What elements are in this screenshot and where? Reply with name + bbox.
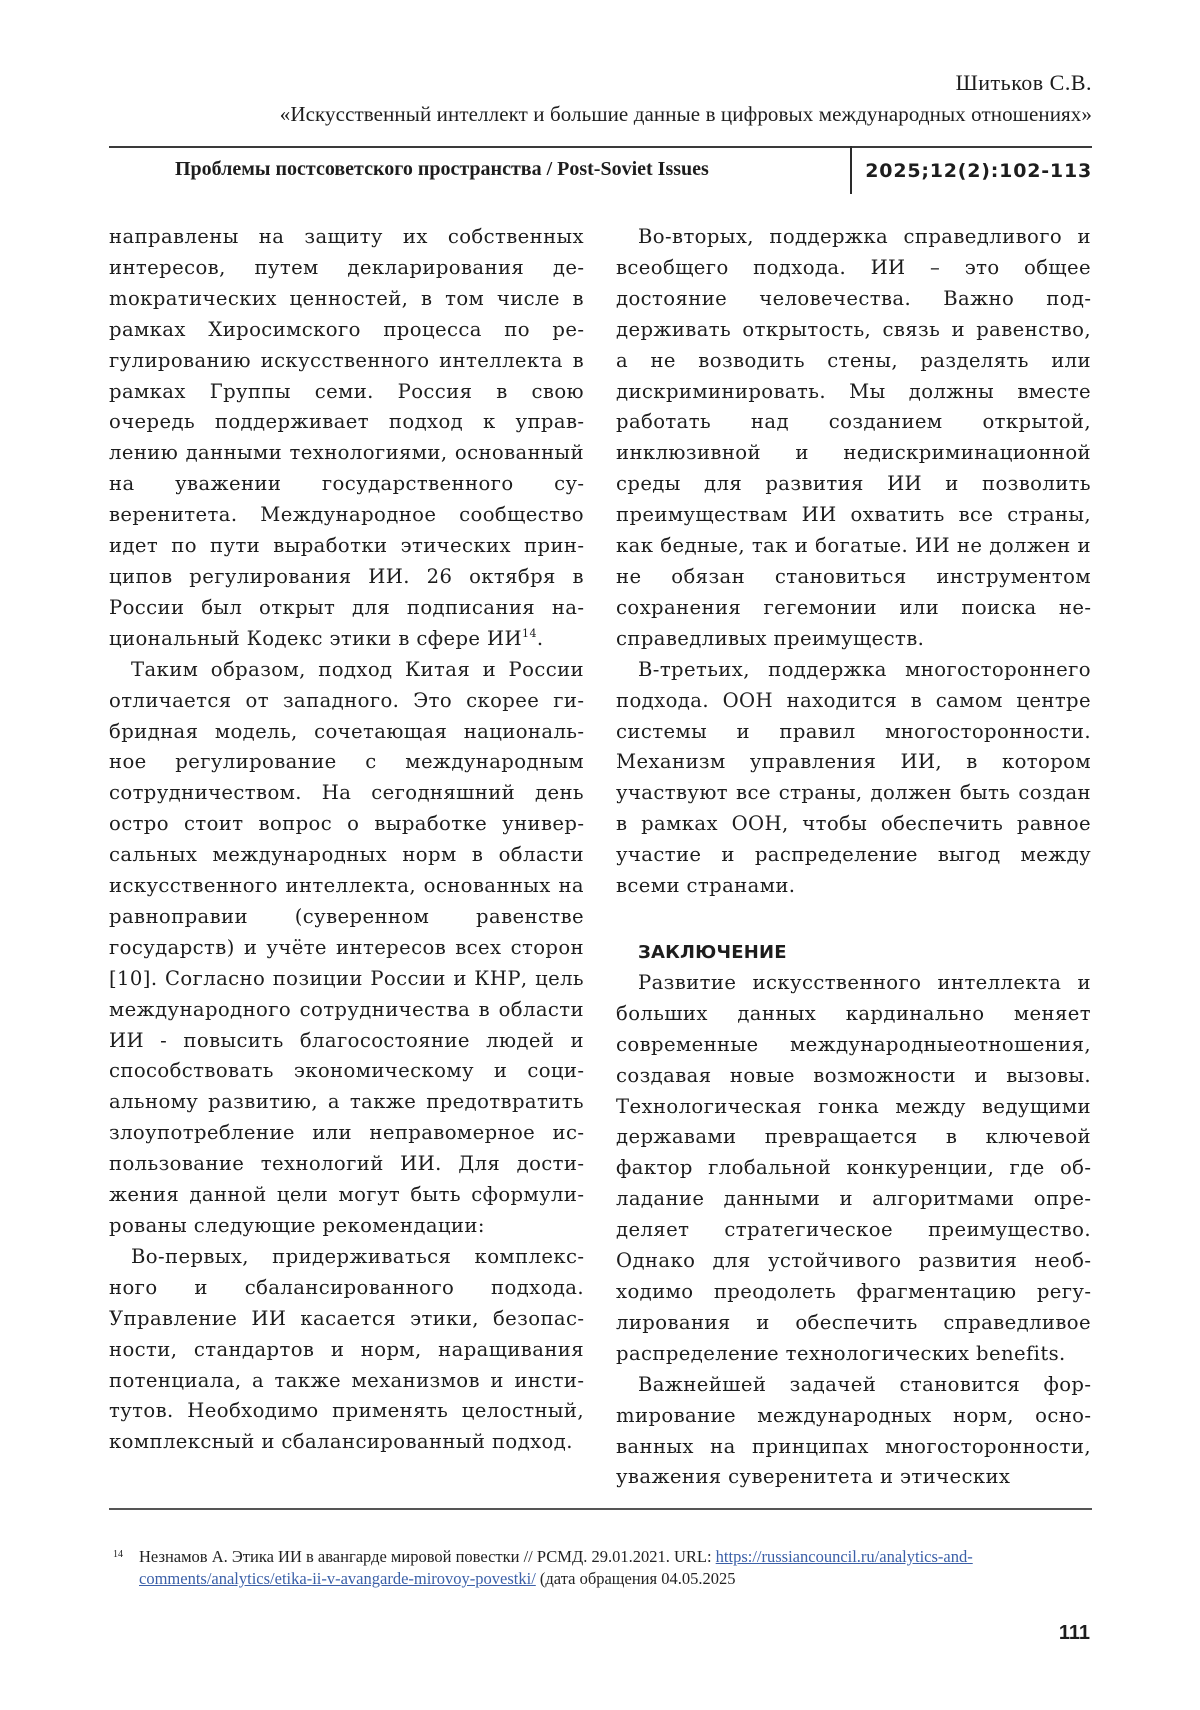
footnote-text: Незнамов А. Этика ИИ в авангарде мировой повестки // РСМД. 29.01.2021. URL: — [139, 1547, 716, 1566]
paragraph-text: направлены на защиту их собственных интересов, путем декларирования деmократических ценностей, в том числе в рамках Хиросимского процесса по регулированию искусственного интеллекта в рамках Группы семи. Россия в свою очередь поддерживает подход к управлению данными технологиями, основанный на уважении государственного суверенитета. Международное сообщество идет по пути выработки этических принципов регулирования ИИ. 26 октября в России был открыт для подписания национальный Кодекс этики в сфере ИИ — [109, 225, 584, 650]
paragraph: Таким образом, подход Китая и России отличается от западного. Это скорее гибридная модель, сочетающая национальное регулирование с международным сотрудничеством. На сегодняшний день остро стоит вопрос о выработке универсальных международных норм в области искусственного интеллекта, основанных на равноправии (суверенном равенстве государств) и учёте интересов всех сторон [10]. Согласно позиции России и КНР, цель международного сотрудничества в области ИИ - повысить благосостояние людей и способствовать экономическому и социальному развитию, а также предотвратить злоупотребление или неправомерное использование технологий ИИ. Для достижения данной цели могут быть сформулированы следующие рекомендации: — [109, 657, 584, 1237]
footnote-body — [139, 1546, 1094, 1590]
paragraph: Важнейшей задачей становится форmирование международных норм, основанных на принципах многосторонности, уважения суверенитета и этических — [616, 1372, 1091, 1489]
paragraph-text-end: . — [536, 626, 544, 650]
footnote-reference[interactable]: 14 — [522, 626, 537, 640]
footnote-number: 14 — [113, 1549, 123, 1560]
journal-title: Проблемы постсоветского пространства / Post-Soviet Issues — [175, 158, 709, 180]
paragraph: В-третьих, поддержка многостороннего подхода. ООН находится в самом центре системы и правил многосторонности. Механизм управления ИИ, в котором участвуют все страны, должен быть создан в рамках ООН, чтобы обеспечить равное участие и распределение выгод между всеми странами. — [616, 657, 1091, 898]
running-header-author: Шитьков С.В. — [955, 70, 1092, 95]
paragraph — [109, 222, 584, 655]
footnote-link[interactable]: https://russiancouncil.ru/analytics-and-comments/analytics/etika-ii-v-avangarde-mirovoy-povestki/ — [139, 1547, 973, 1588]
left-column — [109, 222, 584, 1458]
header-divider — [850, 146, 852, 194]
paragraph: Во-первых, придерживаться комплексного и сбалансированного подхода. Управление ИИ касается этики, безопасности, стандартов и норм, наращивания потенциала, а также механизмов и институтов. Необходимо применять целостный, комплексный и сбалансированный подход. — [109, 1244, 584, 1454]
section-heading: ЗАКЛЮЧЕНИЕ — [638, 941, 787, 963]
header-top-rule — [109, 146, 1092, 148]
right-column — [616, 222, 1091, 1493]
page-number: 111 — [1058, 1622, 1090, 1644]
paragraph: Развитие искусственного интеллекта и больших данных кардинально меняет современные международныеотношения, создавая новые возможности и вызовы. Технологическая гонка между ведущими державами превращается в ключевой фактор глобальной конкуренции, где обладание данными и алгоритмами определяет стратегическое преимущество. Однако для устойчивого развития необходимо преодолеть фрагментацию регулирования и обеспечить справедливое распределение технологических benefits. — [616, 970, 1091, 1365]
issue-info: 2025;12(2):102-113 — [865, 160, 1092, 182]
paragraph: Во-вторых, поддержка справедливого и всеобщего подхода. ИИ – это общее достояние человечества. Важно поддерживать открытость, связь и равенство, а не возводить стены, разделять или дискриминировать. Мы должны вместе работать над созданием открытой, инклюзивной и недискриминационной среды для развития ИИ и позволить преимуществам ИИ охватить все страны, как бедные, так и богатые. ИИ не должен и не обязан становиться инструментом сохранения гегемонии или поиска несправедливых преимуществ. — [616, 225, 1091, 650]
running-header-article-title: «Искусственный интеллект и большие данные в цифровых международных отношениях» — [279, 102, 1092, 126]
footnote-access-date: (дата обращения 04.05.2025 — [535, 1569, 736, 1588]
footnote — [109, 1546, 1094, 1590]
footnote-separator-rule — [109, 1508, 1092, 1510]
